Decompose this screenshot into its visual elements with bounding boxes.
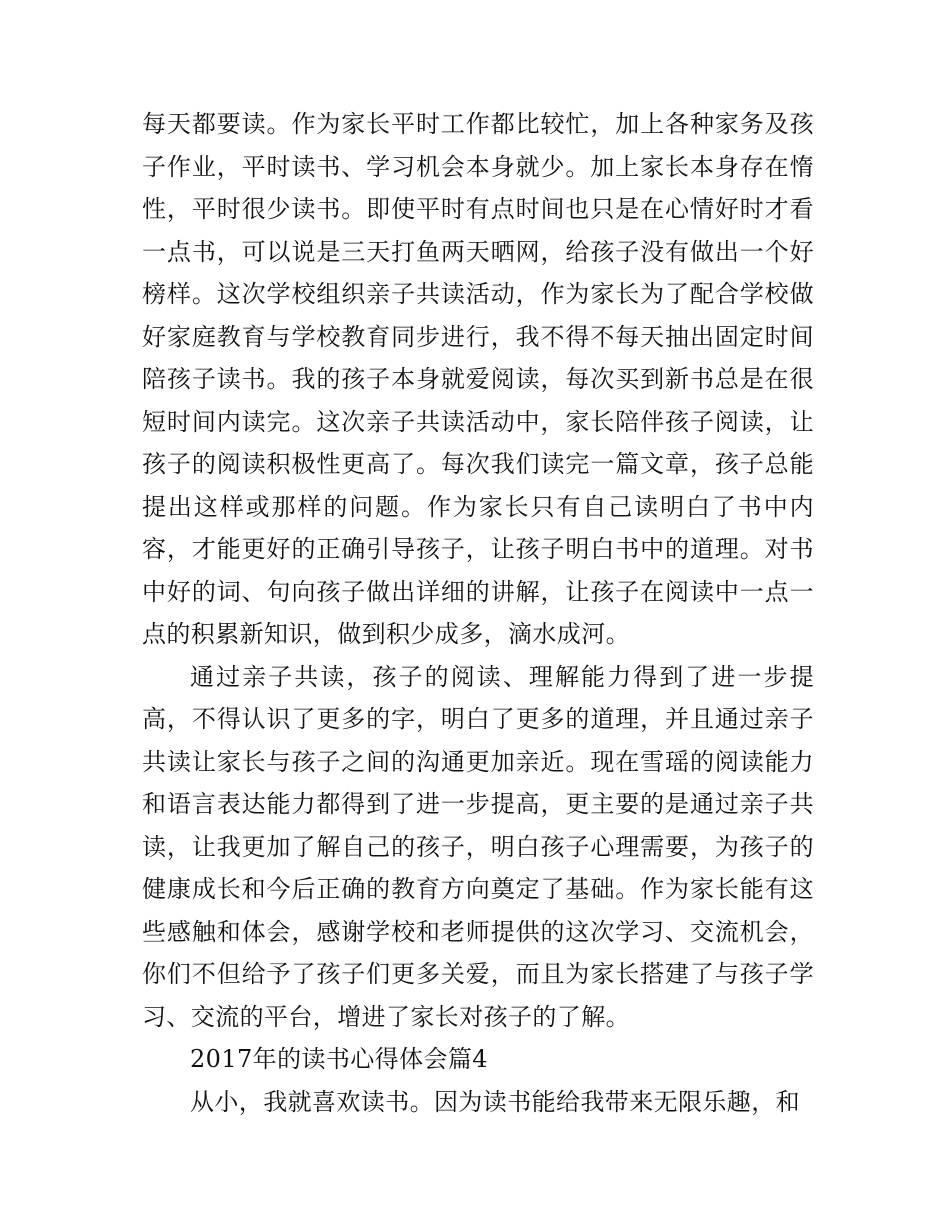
paragraph-intro: 从小，我就喜欢读书。因为读书能给我带来无限乐趣，和: [190, 1087, 800, 1116]
paragraph-parent-child-reading: 通过亲子共读，孩子的阅读、理解能力得到了进一步提高，不得认识了更多的字，明白了更多的道理，并且通过亲子共读让家长与孩子之间的沟通更加亲近。现在雪瑶的阅读能力和语言表达能力都得到了进一步提高，更主要的是通过亲子共读，让我更加了解自己的孩子，明白孩子心理需要，为孩子的健康成长和今后正确的教育方向奠定了基础。作为家长能有这些感触和体会，感谢学校和老师提供的这次学习、交流机会，你们不但给予了孩子们更多关爱，而且为家长搭建了与孩子学习、交流的平台，增进了家长对孩子的了解。: [142, 662, 814, 1031]
paragraph-continuation: 每天都要读。作为家长平时工作都比较忙，加上各种家务及孩子作业，平时读书、学习机会本身就少。加上家长本身存在惰性，平时很少读书。即使平时有点时间也只是在心情好时才看一点书，可以说是三天打鱼两天晒网，给孩子没有做出一个好榜样。这次学校组织亲子共读活动，作为家长为了配合学校做好家庭教育与学校教育同步进行，我不得不每天抽出固定时间陪孩子读书。我的孩子本身就爱阅读，每次买到新书总是在很短时间内读完。这次亲子共读活动中，家长陪伴孩子阅读，让孩子的阅读积极性更高了。每次我们读完一篇文章，孩子总能提出这样或那样的问题。作为家长只有自己读明白了书中内容，才能更好的正确引导孩子，让孩子明白书中的道理。对书中好的词、句向孩子做出详细的讲解，让孩子在阅读中一点一点的积累新知识，做到积少成多，滴水成河。: [142, 110, 814, 648]
document-page: [142, 103, 814, 1123]
section-heading: 2017年的读书心得体会篇4: [190, 1045, 488, 1073]
